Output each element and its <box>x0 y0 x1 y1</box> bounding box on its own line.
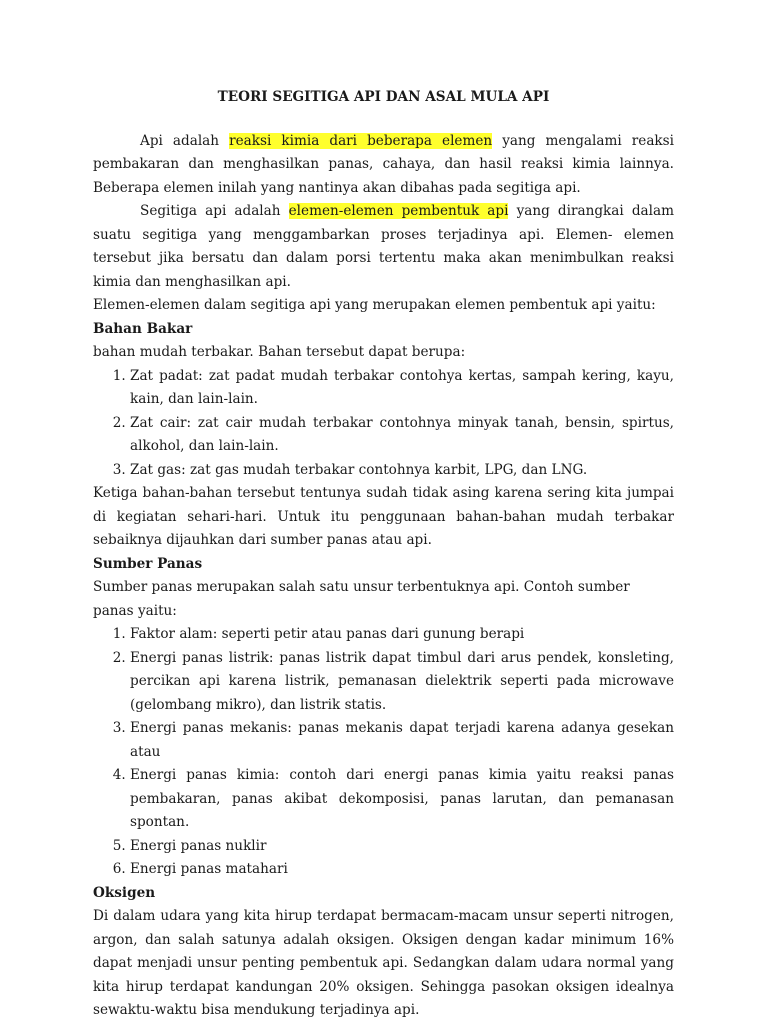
oksigen-text: Di dalam udara yang kita hirup terdapat bermacam-macam unsur seperti nitrogen, argon, dan salah satunya adalah oksigen. Oksigen dengan kadar minimum 16% dapat menjadi unsur penting pembentuk api. Sedangkan dalam udara normal yang kita hirup terdapat kandungan 20% oksigen. Sehingga pasokan oksigen idealnya sewaktu-waktu bisa mendukung terjadinya api. <box>93 908 674 1018</box>
list-item: 2. Zat cair: zat cair mudah terbakar contohnya minyak tanah, bensin, spirtus, alkohol, dan lain-lain. <box>130 412 674 459</box>
list-item: 5. Energi panas nuklir <box>130 835 674 859</box>
list-item: 3. Energi panas mekanis: panas mekanis dapat terjadi karena adanya gesekan atau <box>130 717 674 764</box>
list-item: 4. Energi panas kimia: contoh dari energi panas kimia yaitu reaksi panas pembakaran, panas akibat dekomposisi, panas larutan, dan pemanasan spontan. <box>130 764 674 835</box>
list-item: 3. Zat gas: zat gas mudah terbakar contohnya karbit, LPG, dan LNG. <box>130 459 674 483</box>
bahan-list <box>93 365 674 483</box>
list-item: 2. Energi panas listrik: panas listrik dapat timbul dari arus pendek, konsleting, percikan api karena listrik, pemanasan dielektrik seperti pada microwave (gelombang mikro), dan listrik statis. <box>130 647 674 718</box>
document-title: TEORI SEGITIGA API DAN ASAL MULA API <box>217 89 550 105</box>
section-heading-oksigen: Oksigen <box>93 884 156 901</box>
paragraph-elements-intro: Elemen-elemen dalam segitiga api yang merupakan elemen pembentuk api yaitu: <box>93 297 656 313</box>
paragraph-definition: Api adalah reaksi kimia dari beberapa elemen yang mengalami reaksi pembakaran dan menghasilkan panas, cahaya, dan hasil reaksi kimia lainnya. Beberapa elemen inilah yang nantinya akan dibahas pada segitiga api. <box>93 132 674 196</box>
section-heading-bahan-bakar: Bahan Bakar <box>93 320 193 337</box>
list-item: 1. Faktor alam: seperti petir atau panas dari gunung berapi <box>130 623 674 647</box>
sumber-intro: Sumber panas merupakan salah satu unsur terbentuknya api. Contoh sumber panas yaitu: <box>93 579 630 619</box>
section-heading-sumber-panas: Sumber Panas <box>93 555 203 572</box>
highlighted-text: elemen-elemen pembentuk api <box>288 203 509 219</box>
highlighted-text: reaksi kimia dari beberapa elemen <box>229 132 493 149</box>
list-item: 6. Energi panas matahari <box>130 858 674 882</box>
sumber-list <box>93 623 674 882</box>
list-item: 1. Zat padat: zat padat mudah terbakar contohya kertas, sampah kering, kayu, kain, dan lain-lain. <box>130 365 674 412</box>
bahan-intro: bahan mudah terbakar. Bahan tersebut dapat berupa: <box>93 344 466 360</box>
paragraph-segitiga: Segitiga api adalah elemen-elemen pembentuk api yang dirangkai dalam suatu segitiga yang menggambarkan proses terjadinya api. Elemen- elemen tersebut jika bersatu dan dalam porsi tertentu maka akan menimbulkan reaksi kimia dan menghasilkan api. <box>93 203 674 290</box>
bahan-outro: Ketiga bahan-bahan tersebut tentunya sudah tidak asing karena sering kita jumpai di kegiatan sehari-hari. Untuk itu penggunaan bahan-bahan mudah terbakar sebaiknya dijauhkan dari sumber panas atau api. <box>93 485 674 548</box>
